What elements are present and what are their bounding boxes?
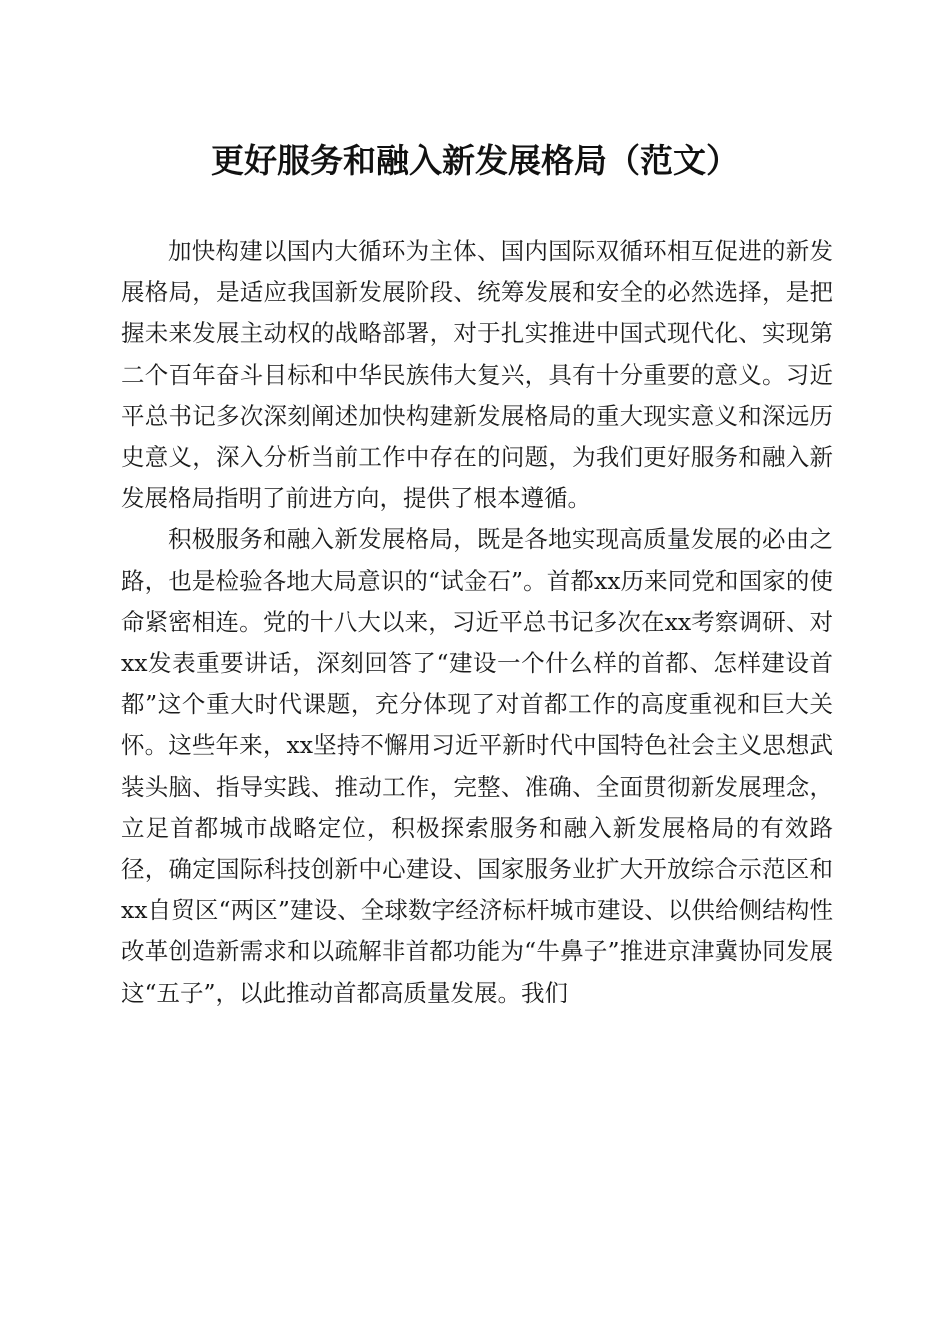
paragraph: 加快构建以国内大循环为主体、国内国际双循环相互促进的新发展格局，是适应我国新发展阶段、统筹发展和安全的必然选择，是把握未来发展主动权的战略部署，对于扎实推进中国式现代化、实现第二个百年奋斗目标和中华民族伟大复兴，具有十分重要的意义。习近平总书记多次深刻阐述加快构建新发展格局的重大现实意义和深远历史意义，深入分析当前工作中存在的问题，为我们更好服务和融入新发展格局指明了前进方向，提供了根本遵循。 [121, 237, 833, 513]
paragraph: 积极服务和融入新发展格局，既是各地实现高质量发展的必由之路，也是检验各地大局意识的“试金石”。首都xx历来同党和国家的使命紧密相连。党的十八大以来，习近平总书记多次在xx考察调研、对xx发表重要讲话，深刻回答了“建设一个什么样的首都、怎样建设首都”这个重大时代课题，充分体现了对首都工作的高度重视和巨大关怀。这些年来，xx坚持不懈用习近平新时代中国特色社会主义思想武装头脑、指导实践、推动工作，完整、准确、全面贯彻新发展理念，立足首都城市战略定位，积极探索服务和融入新发展格局的有效路径，确定国际科技创新中心建设、国家服务业扩大开放综合示范区和xx自贸区“两区”建设、全球数字经济标杆城市建设、以供给侧结构性改革创造新需求和以疏解非首都功能为“牛鼻子”推进京津冀协同发展这“五子”，以此推动首都高质量发展。我们 [121, 525, 833, 1007]
document-title: 更好服务和融入新发展格局（范文） [211, 141, 739, 180]
document-body [121, 231, 833, 1014]
